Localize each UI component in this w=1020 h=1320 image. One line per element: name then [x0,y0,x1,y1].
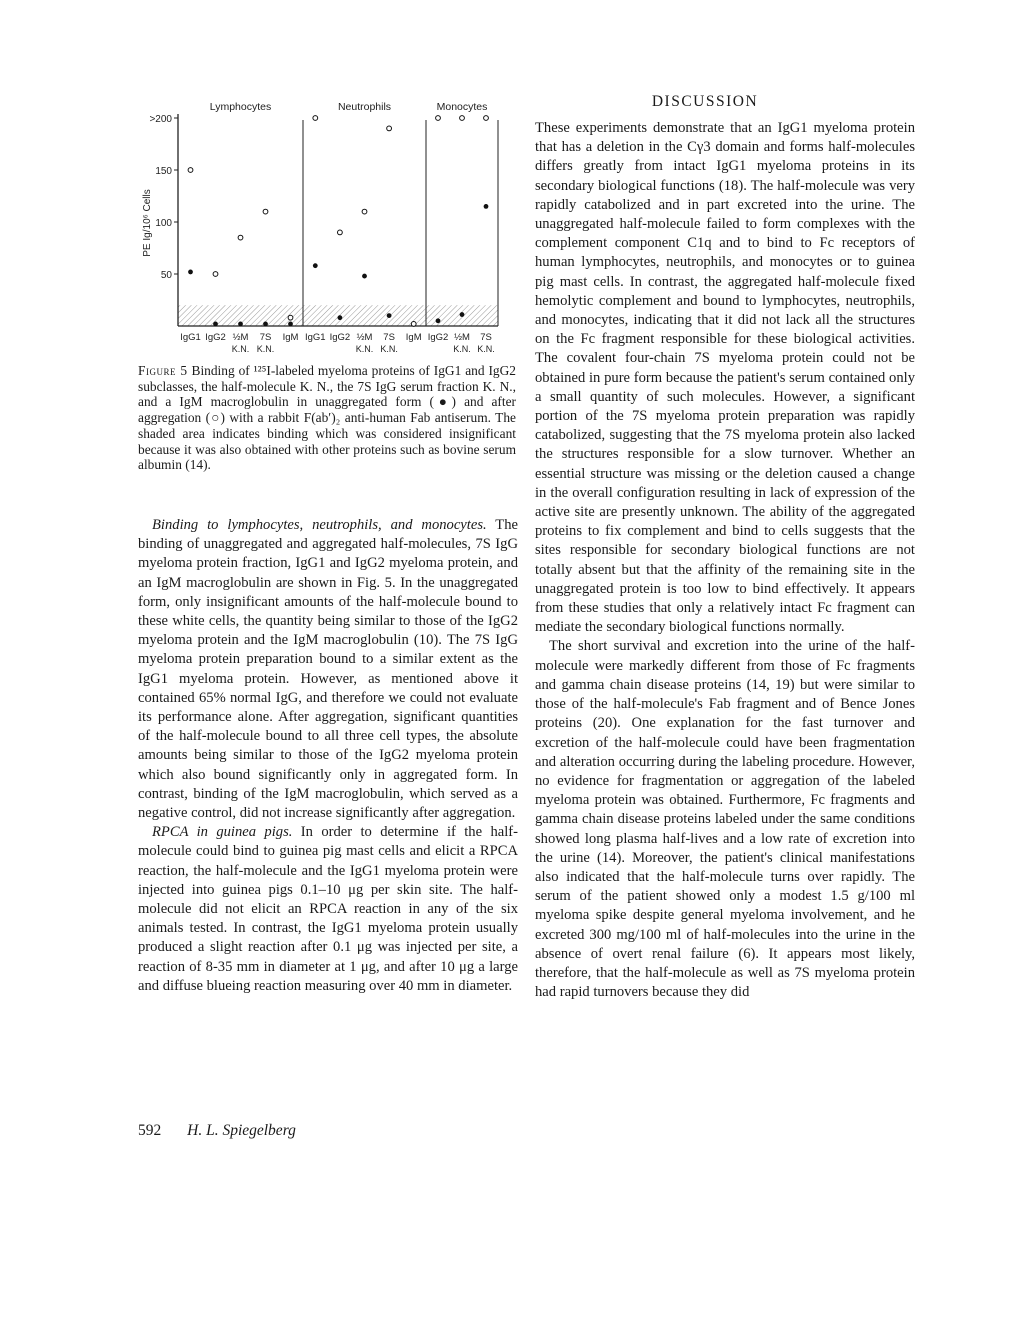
category-sublabel: K.N. [380,344,398,354]
aggregated-point [362,209,367,214]
category-sublabel: K.N. [231,344,250,354]
binding-paragraph [138,516,518,823]
left-column [138,516,518,996]
unaggregated-point [188,270,193,275]
category-sublabel: K.N. [453,344,471,354]
category-label: IgG1 [180,332,201,343]
category-label: IgG2 [329,332,351,343]
aggregated-point [263,209,268,214]
caption-label: Figure 5 [138,363,188,378]
category-label: 7S [383,332,395,343]
aggregated-point [460,116,465,121]
category-sublabel: K.N. [477,344,495,354]
aggregated-point [338,230,343,235]
y-axis-label: PE Ig/10⁶ Cells [142,189,153,257]
insignificant-shaded-area [178,305,498,326]
category-label: 7S [480,332,492,343]
aggregated-point [484,116,489,121]
category-label: ½M [232,332,249,343]
unaggregated-point [484,204,489,209]
category-sublabel: K.N. [355,344,374,354]
unaggregated-point [436,318,441,323]
aggregated-point [238,235,243,240]
panel-title: Lymphocytes [209,101,272,113]
figure-caption [138,363,516,473]
binding-chart [138,98,518,358]
category-label: IgM [405,332,422,343]
unaggregated-point [238,322,243,327]
unaggregated-point [338,315,343,320]
aggregated-point [213,272,218,277]
binding-runin-heading: Binding to lymphocytes, neutrophils, and monocytes. [152,517,487,533]
discussion-paragraph-2: The short survival and excretion into the urine of the half-molecule were markedly different from those of Fc fragments and gamma chain disease proteins (14, 19) but were similar to those of the half-molecule's Fab fragment and of Bence Jones proteins (20). One explanation for the fast turnover and excretion of the half-molecule could have been fragmentation and alteration occurring during the labeling procedure. However, no evidence for fragmentation or aggregation of the labeled myeloma protein was obtained. Furthermore, Fc fragments and gamma chain disease proteins labeled under the same conditions showed long plasma half-lives and a low rate of excretion into the urine (14). Moreover, the patient's clinical manifestations also indicated that the half-molecule turns over rapidly. The serum of the patient showed only a modest 1.5 g/100 ml myeloma spike despite general myeloma involvement, and he excreted 300 mg/100 ml of half-molecules into the urine in the absence of overt renal failure (6). It appears most likely, therefore, that the half-molecule as well as 7S myeloma protein had rapid turnovers because they did [535,638,915,1001]
y-tick-label: 50 [160,270,172,281]
discussion-heading: DISCUSSION [651,93,759,110]
panel-title: Monocytes [436,101,488,113]
category-label: ½M [356,332,373,343]
category-label: 7S [259,332,272,343]
figure-5 [138,98,518,358]
rpca-body: In order to determine if the half-molecule could bind to guinea pig mast cells and elicit a RPCA reaction, the half-molecule and the IgG1 myeloma protein were injected into guinea pigs 0.1–10 μg per skin site. The half-molecule did not elicit an RPCA reaction in any of the six animals tested. In contrast, the IgG1 myeloma protein usually produced a slight reaction after 0.1 μg was injected per site, a reaction of 8-35 mm in diameter at 1 μg, and after 10 μg a large and diffuse blueing reaction measuring over 40 mm in diameter. [138,824,518,994]
aggregated-point [188,168,193,173]
y-tick-label: 100 [155,218,172,229]
rpca-runin-heading: RPCA in guinea pigs. [152,824,293,841]
category-label: IgM [282,332,299,343]
binding-body: The binding of unaggregated and aggregated half-molecules, 7S IgG myeloma protein fraction, IgG1 and IgG2 myeloma protein, and an IgM macroglobulin are shown in Fig. 5. In the unaggregated form, only insignificant amounts of the half-molecule bound to these white cells, the quantity being similar to those of the IgG2 myeloma protein and the IgM macroglobulin (10). The 7S IgG myeloma protein preparation bound to a similar extent as the IgG1 myeloma protein. However, as mentioned above it contained 65% normal IgG, and therefore we could not evaluate its performance alone. After aggregation, significant quantities of the half-molecule bound to all three cell types, the absolute amounts being similar to those of the IgG2 myeloma protein which also bound significantly only in aggregated form. In contrast, binding of the IgM macroglobulin, which served as a negative control, did not increase significantly after aggregation. [138,517,518,822]
rpca-paragraph [138,823,518,996]
category-label: IgG1 [304,332,326,343]
caption-text: Binding of ¹²⁵I-labeled myeloma proteins of IgG1 and IgG2 subclasses, the half-molecule K. N., the 7S IgG serum fraction K. N., and a IgM macroglobulin in unaggregated form (●) and after aggregation (○) with a rabbit F(ab′)₂ anti-human Fab antiserum. The shaded area indicates binding which was considered insignificant because it was also obtained with other proteins such as bovine serum albumin (14). [138,363,516,473]
page-number: 592 [138,1122,162,1139]
unaggregated-point [387,313,392,318]
unaggregated-point [288,322,293,327]
aggregated-point [387,126,392,131]
category-label: ½M [454,332,470,343]
page-footer [138,1122,296,1140]
unaggregated-point [362,274,367,279]
running-author: H. L. Spiegelberg [187,1122,296,1139]
aggregated-point [411,322,416,327]
y-tick-label: >200 [149,114,172,125]
unaggregated-point [460,312,465,317]
category-sublabel: K.N. [256,344,275,354]
aggregated-point [436,116,441,121]
unaggregated-point [263,322,268,327]
category-label: IgG2 [427,332,449,343]
category-label: IgG2 [205,332,226,343]
aggregated-point [313,116,318,121]
discussion-paragraph-1: These experiments demonstrate that an IgG1 myeloma protein that has a deletion in the Cγ3 domain and forms half-molecules differs greatly from intact IgG1 myeloma proteins in its secondary biological functions (18). The half-molecule was very rapidly catabolized and in part excreted into the urine. The unaggregated half-molecule failed to form complexes with the complement component C1q and to bind to Fc receptors of human lymphocytes, neutrophils, and monocytes or to guinea pig mast cells. In contrast, the aggregated half-molecule fixed hemolytic complement and bound to lymphocytes, neutrophils, and monocytes, indicating that it did not lack all the structures on the Fc fragment responsible for these biological activities. The covalent four-chain 7S myeloma protein could not be obtained in pure form because the patient's serum contained only a small quantity of such molecules. However, a significant portion of the 7S myeloma protein preparation was rapidly catabolized, suggesting that the 7S myeloma protein also lacked the structures responsible for a slow turnover. Whether an essential structure was missing or the deletion caused a change in the overall configuration resulting in lack of expression of the active site are presently unknown. The ability of the aggregated proteins to fix complement and bind to cells suggests that the sites responsible for secondary biological functions are not totally absent but that the affinity of the remaining site in the unaggregated protein is too low to bind effectively. It appears from these studies that only a relatively intact Fc fragment can mediate the secondary biological functions normally. [535,120,915,636]
right-column [535,119,915,1002]
aggregated-point [288,315,293,320]
y-tick-label: 150 [155,166,172,177]
unaggregated-point [313,263,318,268]
panel-title: Neutrophils [337,101,392,113]
unaggregated-point [213,322,218,327]
